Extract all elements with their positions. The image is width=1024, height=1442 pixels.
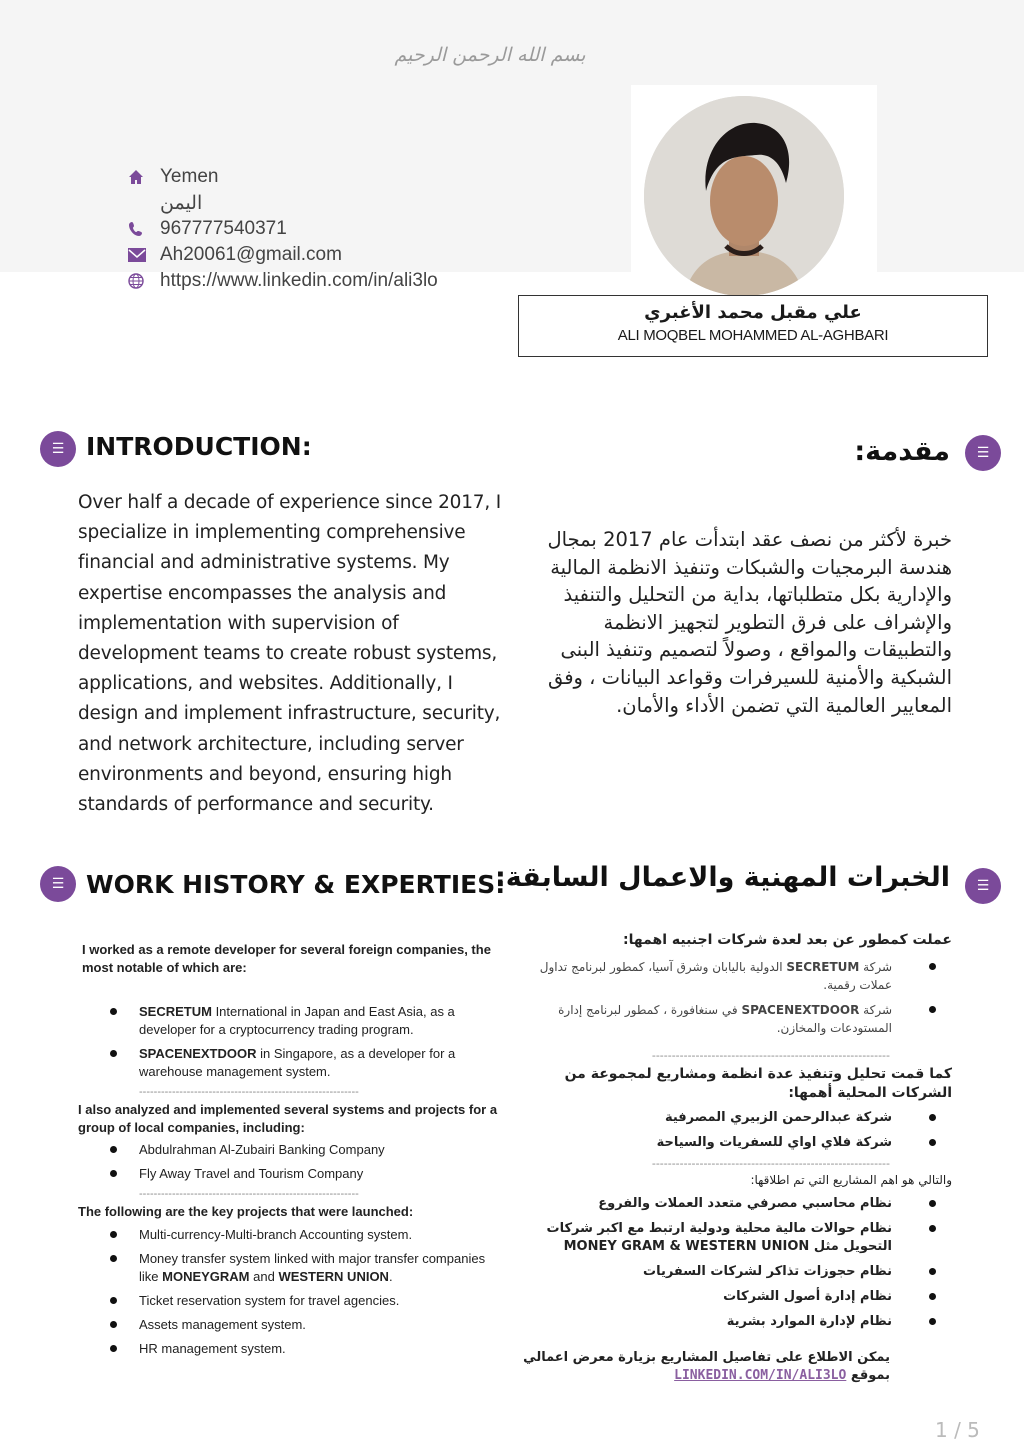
phone-icon [128,221,160,237]
list-item: Assets management system. [108,1316,508,1334]
list-item: SPACENEXTDOOR in Singapore, as a developer for a warehouse management system. [108,1045,508,1081]
page-number: 1 / 5 [935,1418,980,1442]
globe-icon [128,273,160,289]
email[interactable]: Ah20061@gmail.com [160,244,342,265]
list-item: شركة SPACENEXTDOOR في سنغافورة ، كمطور لبرنامج إدارة المستودعات والمخازن. [522,1001,892,1037]
menu-icon: ☰ [40,866,76,902]
list-item: HR management system. [108,1340,508,1358]
menu-icon: ☰ [40,431,76,467]
divider: ------------------------------------------------------------ [139,1087,359,1098]
list-item: Multi-currency-Multi-branch Accounting system. [108,1226,508,1244]
divider: ------------------------------------------------------------ [651,1159,890,1170]
work-history-ar [522,930,952,1385]
divider: ------------------------------------------------------------ [139,1189,359,1200]
list-item: شركة فلاي اواي للسفريات والسياحة [522,1134,892,1152]
name-arabic: علي مقبل محمد الأغبري [644,302,862,323]
list-item: نظام حجوزات تذاكر لشركات السفريات [522,1263,892,1281]
intro-text-ar: خبرة لأكثر من نصف عقد ابتدأت عام 2017 بمجال هندسة البرمجيات والشبكات وتنفيذ الانظمة المالية والإدارية بكل متطلباتها، بداية من التحليل والتنفيذ والإشراف على فرق التطوير لتجهيز الانظمة والتطبيقات والمواقع ، وصولاً لتصميم وتنفيذ البنى الشبكية والأمنية للسيرفرات وقواعد البيانات ، وفق المعايير العالمية التي تضمن الأداء والأمان. [547,528,952,717]
email-icon [128,248,160,262]
list-item: شركة عبدالرحمن الزبيري المصرفية [522,1109,892,1127]
work-intro-foreign-ar: عملت كمطور عن بعد لعدة شركات اجنبيه اهمها: [623,932,952,948]
list-item: نظام حوالات مالية محلية ودولية ارتبط مع اكبر شركات التحويل مثل MONEY GRAM & WESTERN UNION [522,1220,892,1256]
work-history-en [78,941,508,1364]
work-intro-local-ar: كما قمت تحليل وتنفيذ عدة انظمة ومشاريع لمجموعة من الشركات المحلية أهمها: [564,1066,952,1101]
work-intro-projects: The following are the key projects that were launched: [78,1204,414,1219]
phone[interactable]: 967777540371 [160,218,287,239]
work-title-ar: الخبرات المهنية والاعمال السابقة: [495,862,950,893]
work-intro-projects-ar: والتالي هو اهم المشاريع التي تم اطلاقها: [750,1173,952,1187]
list-item: SECRETUM International in Japan and East Asia, as a developer for a cryptocurrency trading program. [108,1003,508,1039]
name-box [518,295,988,357]
list-item: نظام لإدارة الموارد بشرية [522,1313,892,1331]
divider: ------------------------------------------------------------ [651,1051,890,1062]
work-intro-local: I also analyzed and implemented several systems and projects for a group of local companies, including: [78,1102,498,1135]
country-en: Yemen [160,166,219,187]
portfolio-note: يمكن الاطلاع على تفاصيل المشاريع بزيارة معرض اعمالي بموقع LINKEDIN.COM/IN/ALI3LO [523,1350,890,1383]
menu-icon: ☰ [965,435,1001,471]
list-item: Ticket reservation system for travel agencies. [108,1292,508,1310]
list-item: Fly Away Travel and Tourism Company [108,1165,508,1183]
list-item: نظام إدارة أصول الشركات [522,1288,892,1306]
work-title-en: WORK HISTORY & EXPERTIES: [86,870,506,899]
list-item: نظام محاسبي مصرفي متعدد العملات والفروع [522,1195,892,1213]
intro-text-en: Over half a decade of experience since 2017, I specialize in implementing comprehensive financial and administrative systems. My expertise encompasses the analysis and implementation with supervision of development teams to create robust systems, applications, and websites. Additionally, I design and implement infrastructure, security, and network architecture, including server environments and beyond, ensuring high standards of performance and security. [78,492,501,816]
portfolio-link[interactable]: LINKEDIN.COM/IN/ALI3LO [674,1368,847,1383]
basmala: بسم الله الرحمن الرحيم [394,44,586,66]
home-icon [128,169,160,185]
name-english: ALI MOQBEL MOHAMMED AL-AGHBARI [617,327,889,344]
menu-icon: ☰ [965,868,1001,904]
work-intro-foreign: I worked as a remote developer for several foreign companies, the most notable of which are: [82,942,491,975]
list-item: Abdulrahman Al-Zubairi Banking Company [108,1141,508,1159]
contact-info [128,164,438,294]
country-ar: اليمن [160,192,203,214]
list-item: Money transfer system linked with major transfer companies like MONEYGRAM and WESTERN UNION. [108,1250,508,1286]
profile-photo [644,96,844,296]
intro-title-en: INTRODUCTION: [86,432,312,461]
intro-title-ar: مقدمة: [854,436,950,467]
list-item: شركة SECRETUM الدولية باليابان وشرق آسيا، كمطور لبرنامج تداول عملات رقمية. [522,958,892,994]
linkedin-url[interactable]: https://www.linkedin.com/in/ali3lo [160,270,438,291]
